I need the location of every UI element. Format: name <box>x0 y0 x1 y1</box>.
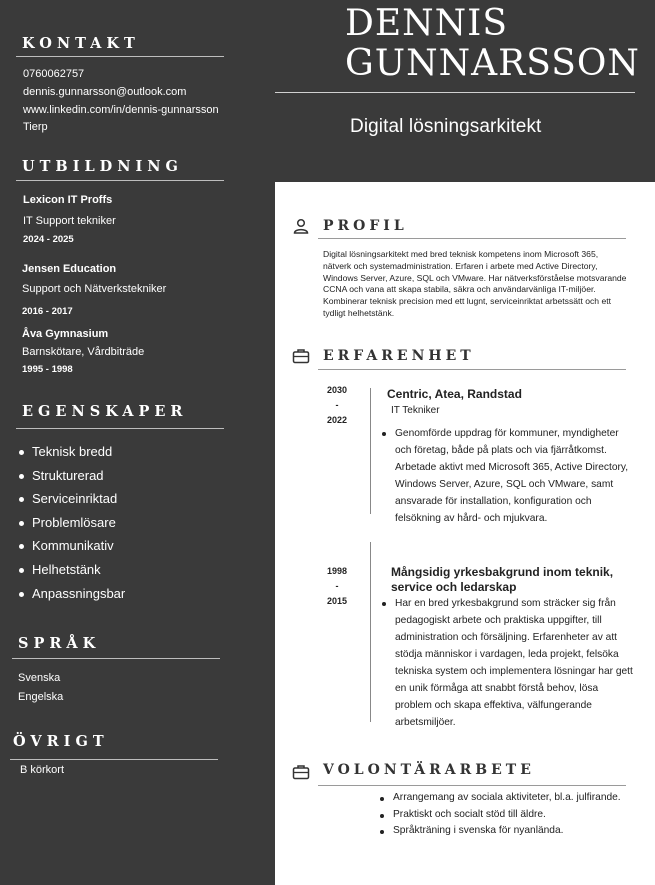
person-icon <box>292 218 310 234</box>
exp-year-separator: - <box>335 400 339 410</box>
other-divider <box>10 759 218 760</box>
education-school: Lexicon IT Proffs <box>23 194 113 206</box>
education-program: Support och Nätverkstekniker <box>22 283 167 295</box>
job-title: Digital lösningsarkitekt <box>350 116 542 137</box>
exp-year-separator: - <box>335 581 339 591</box>
volunteer-divider <box>318 785 626 786</box>
bullet-icon <box>19 568 24 573</box>
exp-bullets <box>382 595 637 731</box>
skill-label: Strukturerad <box>32 467 104 483</box>
volunteer-list <box>380 790 630 840</box>
bullet-icon <box>382 432 386 436</box>
contact-phone[interactable]: 0760062757 <box>23 68 85 80</box>
skill-label: Helhetstänk <box>32 561 101 577</box>
volunteer-item: Arrangemang av sociala aktiviteter, bl.a. julfirande. <box>393 792 621 803</box>
education-years: 2024 - 2025 <box>23 234 74 245</box>
list-item <box>380 807 630 824</box>
exp-year-start: 1998 <box>326 566 348 576</box>
skill-label: Serviceinriktad <box>32 491 118 507</box>
bullet-icon <box>380 830 384 834</box>
timeline-line <box>370 388 371 514</box>
contact-divider <box>16 56 224 57</box>
bullet-icon <box>380 814 384 818</box>
bullet-icon <box>19 544 24 549</box>
exp-bullets <box>382 425 637 527</box>
exp-bullet-text: Har en bred yrkesbakgrund som sträcker sig från pedagogiskt arbete och praktiska uppgifter, till administration och försäljning. Erfarenheter av att stödja människor i vardagen, leda projekt, felsöka tekniska system och implementera lösningar har gett en unik förmåga att snabbt förstå behov, lösa problem och skapa effektiva, välfungerande arbetsmiljöer. <box>395 598 633 728</box>
person-name <box>345 4 640 84</box>
list-item <box>380 790 630 807</box>
education-school: Jensen Education <box>22 263 117 275</box>
bullet-icon <box>380 797 384 801</box>
name-last: GUNNARSSON <box>345 43 640 84</box>
profile-divider <box>318 238 626 239</box>
volunteer-item: Praktiskt och socialt stöd till äldre. <box>393 808 546 820</box>
skill-item <box>18 468 125 492</box>
skill-item <box>18 562 125 586</box>
education-divider <box>16 180 224 181</box>
bullet-icon <box>19 497 24 502</box>
education-heading: UTBILDNING <box>22 158 183 175</box>
list-item <box>382 595 637 731</box>
profile-text: Digital lösningsarkitekt med bred teknisk kompetens inom Microsoft 365, nätverk och systemadministration. Erfaren i arbete med Active Directory, Windows Server, Azure, SQL och VMware. Har nätverksförståelse motsvarande CCNA och vana att skapa stabila, säkra och användarvänliga IT-miljöer. Kombinerar teknisk precision med ett lugnt, serviceinriktat arbetssätt och ett tydligt helhetstänk. <box>323 249 627 318</box>
bullet-icon <box>19 450 24 455</box>
education-school: Åva Gymnasium <box>22 328 109 340</box>
skill-item <box>18 491 125 515</box>
bullet-icon <box>382 602 386 606</box>
list-item <box>380 823 630 840</box>
education-program: IT Support tekniker <box>23 215 116 227</box>
bullet-icon <box>19 521 24 526</box>
education-program: Barnskötare, Vårdbiträde <box>22 346 145 358</box>
education-years: 2016 - 2017 <box>22 306 73 317</box>
volunteer-heading: VOLONTÄRARBETE <box>323 762 535 778</box>
languages-divider <box>12 658 220 659</box>
language-item: Svenska <box>18 672 61 684</box>
languages-heading: SPRÅK <box>18 635 101 652</box>
contact-email[interactable]: dennis.gunnarsson@outlook.com <box>23 86 187 98</box>
skills-list <box>18 444 125 609</box>
contact-heading: KONTAKT <box>22 35 140 52</box>
timeline-line <box>370 542 371 722</box>
contact-city: Tierp <box>23 121 48 133</box>
experience-heading: ERFARENHET <box>323 348 475 364</box>
education-years: 1995 - 1998 <box>22 364 73 375</box>
profile-heading: PROFIL <box>323 218 408 234</box>
other-item: B körkort <box>20 764 65 776</box>
contact-linkedin[interactable]: www.linkedin.com/in/dennis-gunnarsson <box>23 104 219 116</box>
bullet-icon <box>19 592 24 597</box>
exp-year-end: 2015 <box>326 596 348 606</box>
skill-item <box>18 586 125 610</box>
skill-item <box>18 515 125 539</box>
name-first: DENNIS <box>345 3 509 44</box>
exp-role: IT Tekniker <box>391 405 440 416</box>
exp-company: Centric, Atea, Randstad <box>387 387 522 401</box>
header-divider <box>275 92 635 93</box>
other-heading: ÖVRIGT <box>13 733 109 750</box>
language-item: Engelska <box>18 691 64 703</box>
exp-company: Mångsidig yrkesbakgrund inom teknik, service och ledarskap <box>391 565 614 594</box>
briefcase-icon <box>292 348 310 364</box>
header-band <box>275 0 655 182</box>
exp-bullet-text: Genomförde uppdrag för kommuner, myndigheter och företag, både på plats och via fjärråtkomst. Arbetade aktivt med Microsoft 365, Active Directory, Windows Server, Azure, SQL och VMware, samt ansvarade för installation, konfiguration och felsökning av hård- och mjukvara. <box>395 428 629 524</box>
skills-heading: EGENSKAPER <box>22 403 188 420</box>
skills-divider <box>16 428 224 429</box>
skill-label: Kommunikativ <box>32 538 114 554</box>
briefcase-icon <box>292 764 310 780</box>
skill-label: Anpassningsbar <box>32 585 126 601</box>
exp-year-end: 2022 <box>326 415 348 425</box>
experience-divider <box>318 369 626 370</box>
volunteer-item: Språkträning i svenska för nyanlända. <box>393 825 564 836</box>
exp-year-start: 2030 <box>326 385 348 395</box>
skill-label: Teknisk bredd <box>32 444 113 459</box>
skill-item <box>18 444 125 468</box>
skill-label: Problemlösare <box>32 514 116 530</box>
skill-item <box>18 538 125 562</box>
list-item <box>382 425 637 527</box>
sidebar <box>0 0 275 885</box>
bullet-icon <box>19 474 24 479</box>
